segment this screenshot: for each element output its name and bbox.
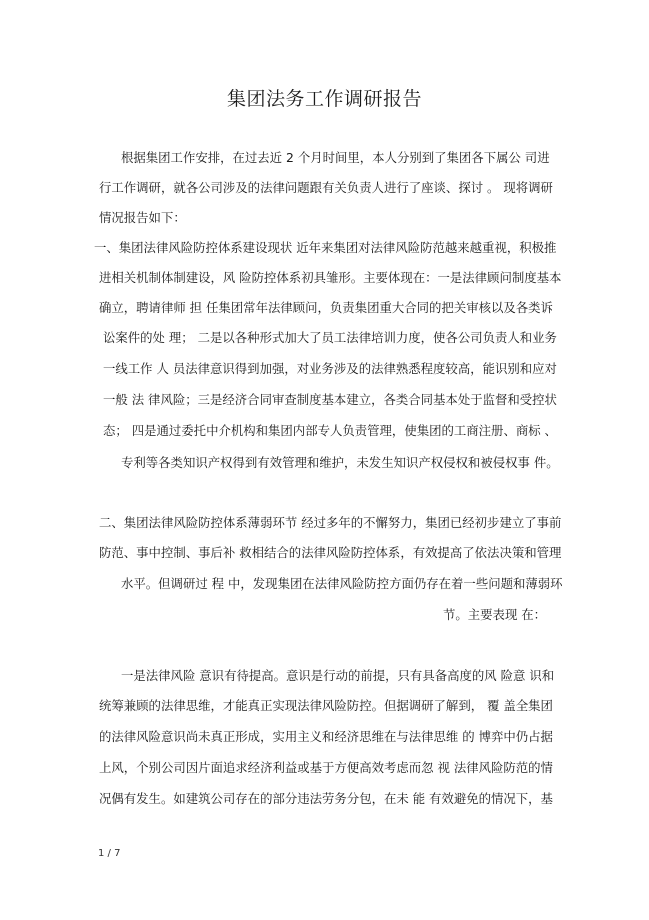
section1-line-4: 讼案件的处 理； 二是以各种形式加大了员工法律培训力度，使各公司负责人和业务 bbox=[103, 330, 557, 345]
section3-line-4: 上风，个别公司因片面追求经济利益或基于方便高效考虑而忽 视 法律风险防范的情 bbox=[99, 760, 553, 775]
section1-line-5: 一线工作 人 员法律意识得到加强，对业务涉及的法律熟悉程度较高，能识别和应对 bbox=[103, 361, 557, 376]
intro-line-3: 情况报告如下： bbox=[99, 210, 186, 225]
section1-line-3: 确立，聘请律师 担 任集团常年法律顾问，负责集团重大合同的把关审核以及各类诉 bbox=[99, 300, 553, 315]
section3-line-2: 统筹兼顾的法律思维，才能真正实现法律风险防控。但据调研了解到， 覆 盖全集团 bbox=[99, 698, 553, 713]
section1-line-8: 专利等各类知识产权得到有效管理和维护，未发生知识产权侵权和被侵权事 件。 bbox=[121, 455, 559, 470]
page-title: 集团法务工作调研报告 bbox=[226, 88, 422, 110]
section3-line-3: 的法律风险意识尚未真正形成，实用主义和经济思维在与法律思维 的 博弈中仍占据 bbox=[99, 729, 553, 744]
section2-line-2: 防范、事中控制、事后补 救相结合的法律风险防控体系，有效提高了依法决策和管理 bbox=[99, 545, 562, 560]
section2-line-3: 水平。但调研过 程 中，发现集团在法律风险防控方面仍存在着一些问题和薄弱环 bbox=[121, 576, 563, 591]
section2-line-1: 二、集团法律风险防控体系薄弱环节 经过多年的不懈努力，集团已经初步建立了事前 bbox=[99, 515, 562, 530]
intro-line-2: 行工作调研，就各公司涉及的法律问题跟有关负责人进行了座谈、探讨 。 现将调研 bbox=[99, 180, 553, 195]
section2-line-4: 节。主要表现 在： bbox=[443, 607, 547, 622]
section3-line-5: 况偶有发生。如建筑公司存在的部分违法劳务分包，在未 能 有效避免的情况下，基 bbox=[99, 791, 553, 806]
section1-line-1: 一、集团法律风险防控体系建设现状 近年来集团对法律风险防范越来越重视，积极推 bbox=[94, 240, 557, 255]
section1-line-7: 态； 四是通过委托中介机构和集团内部专人负责管理，使集团的工商注册、商标 、 bbox=[103, 423, 557, 438]
intro-line-1: 根据集团工作安排，在过去近 2 个月时间里，本人分别到了集团各下属公 司进 bbox=[121, 150, 550, 165]
page-number: 1 / 7 bbox=[98, 848, 121, 859]
section1-line-2: 进相关机制体制建设，风 险防控体系初具雏形。主要体现在：一是法律顾问制度基本 bbox=[99, 270, 562, 285]
section1-line-6: 一般 法 律风险；三是经济合同审查制度基本建立，各类合同基本处于监督和受控状 bbox=[103, 392, 557, 407]
section3-line-1: 一是法律风险 意识有待提高。意识是行动的前提，只有具备高度的风 险意 识和 bbox=[121, 668, 555, 683]
